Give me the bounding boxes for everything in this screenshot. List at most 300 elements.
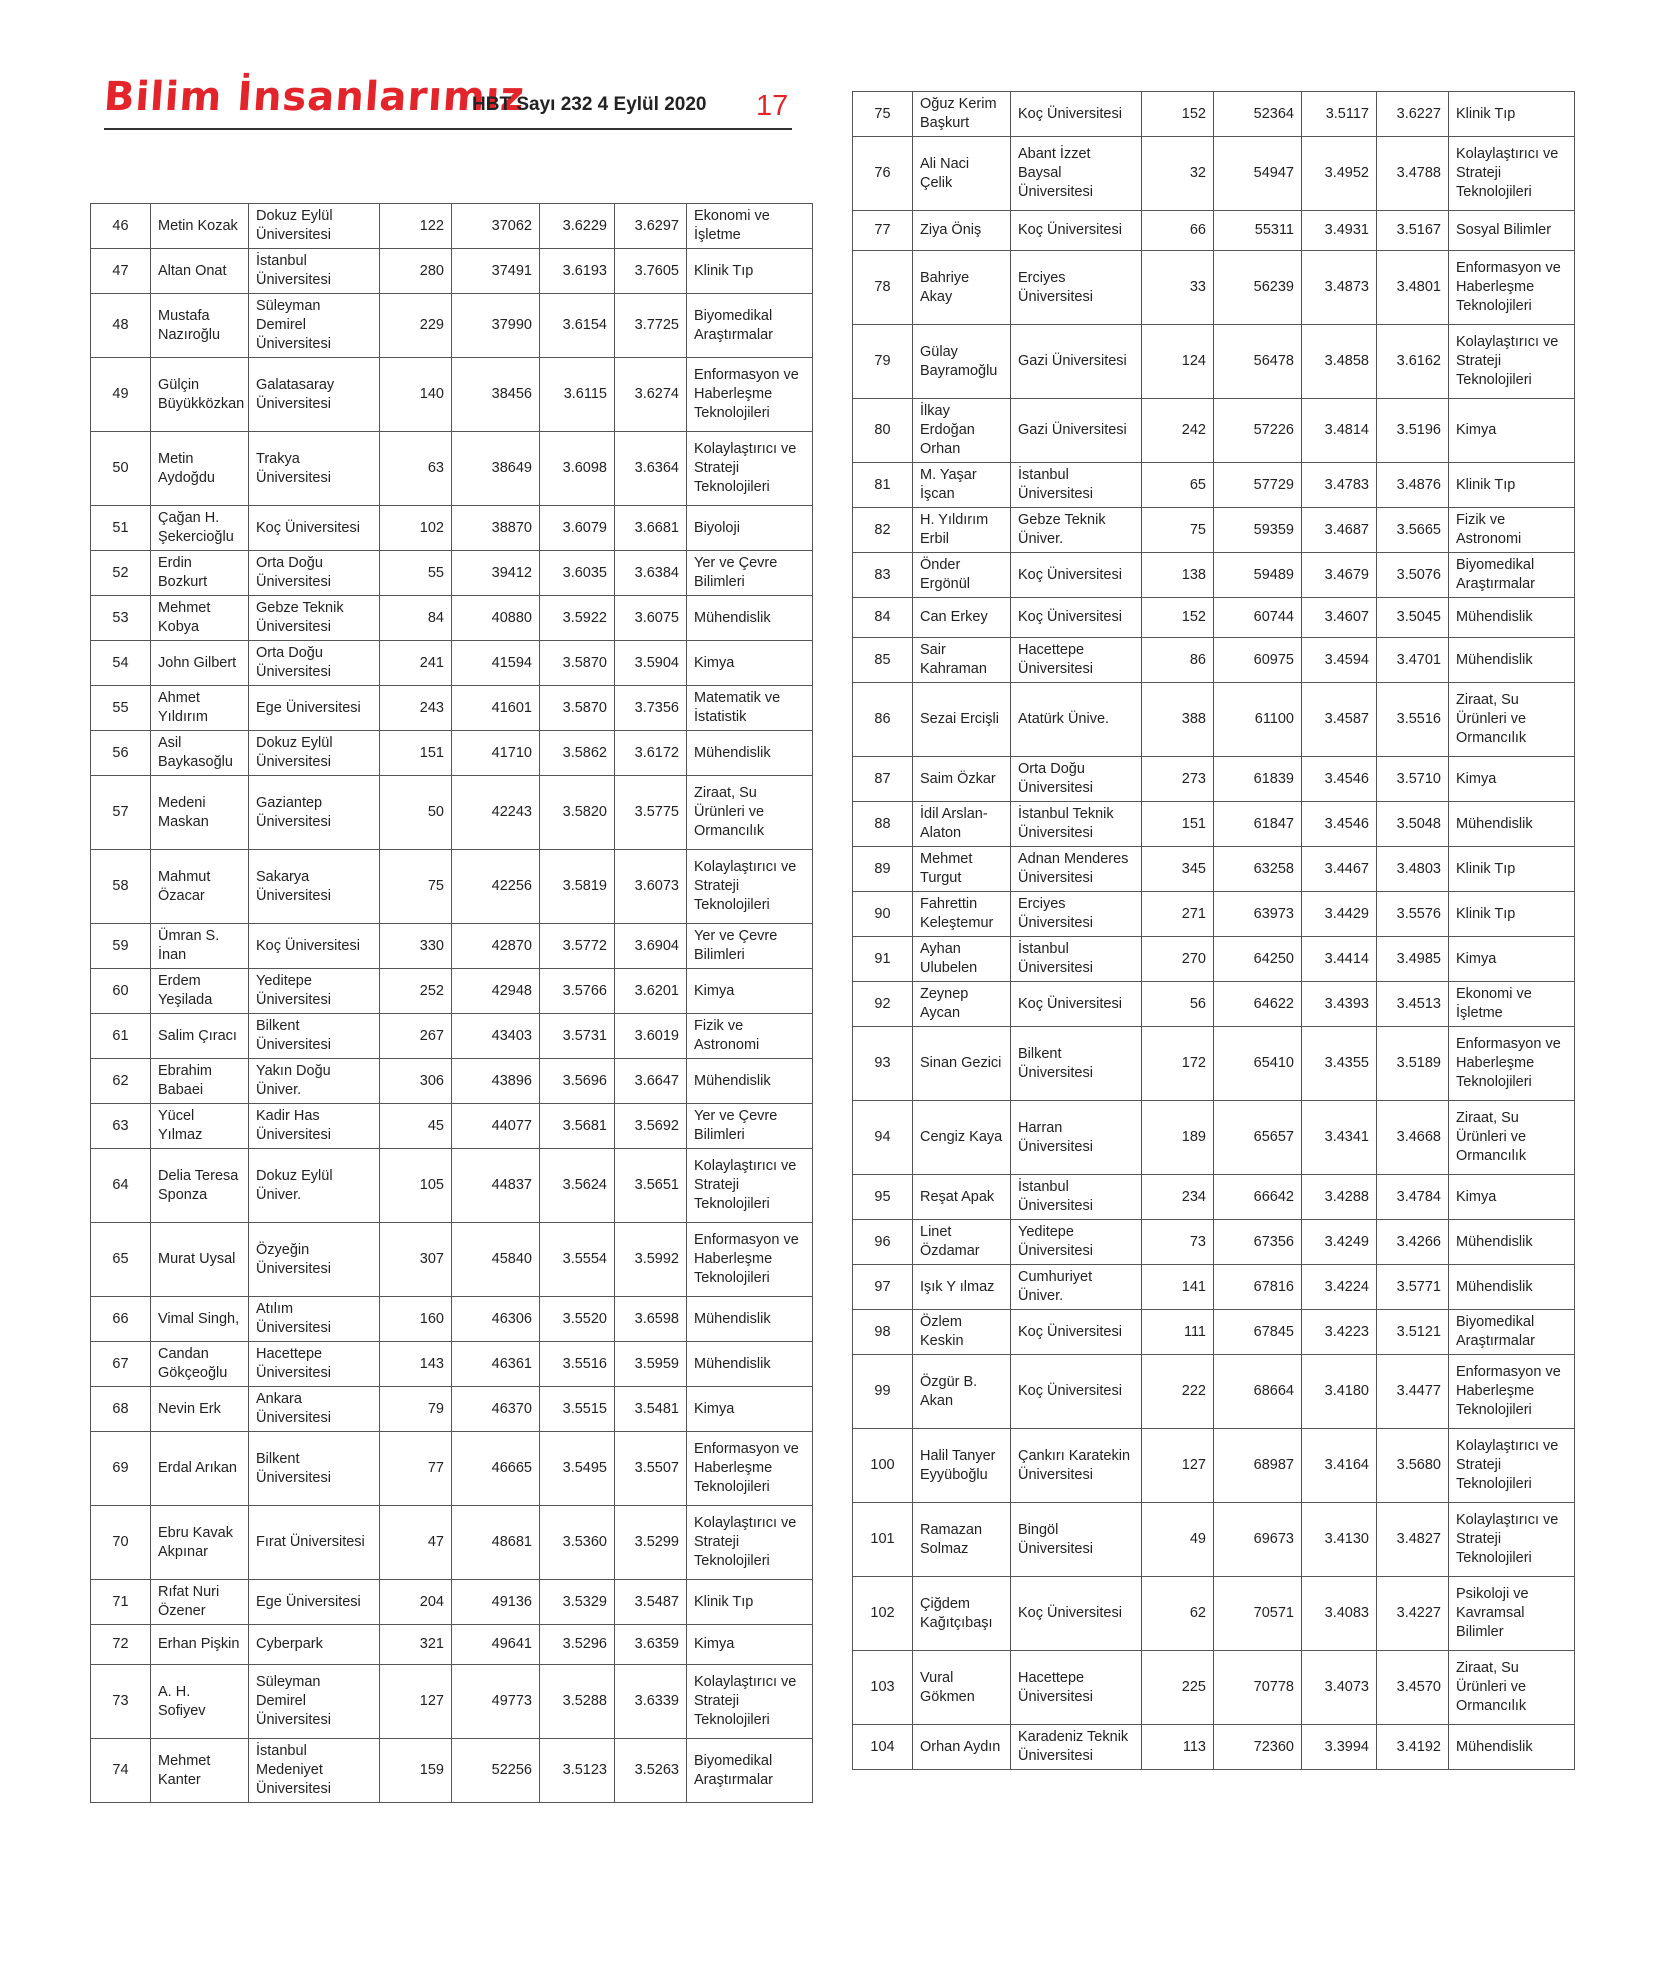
table-row (91, 1059, 813, 1104)
table-row (853, 757, 1575, 802)
table-row (853, 553, 1575, 598)
world-rank-cell: 38456 (452, 358, 540, 432)
university-cell: Bilkent Üniversitesi (249, 1014, 380, 1059)
h-index-cell: 307 (380, 1223, 452, 1297)
score-1-cell: 3.3994 (1302, 1725, 1377, 1770)
world-rank-cell: 67816 (1214, 1265, 1302, 1310)
score-1-cell: 3.5870 (540, 641, 615, 686)
score-1-cell: 3.5624 (540, 1149, 615, 1223)
table-row (853, 1265, 1575, 1310)
scientist-name-cell: Medeni Maskan (151, 776, 249, 850)
world-rank-cell: 46361 (452, 1342, 540, 1387)
university-cell: Erciyes Üniversitesi (1011, 251, 1142, 325)
h-index-cell: 50 (380, 776, 452, 850)
scientist-name-cell: Ebru Kavak Akpınar (151, 1506, 249, 1580)
field-cell: Ziraat, Su Ürünleri ve Ormancılık (1449, 1101, 1575, 1175)
scientist-name-cell: Mehmet Turgut (913, 847, 1011, 892)
university-cell: Orta Doğu Üniversitesi (249, 641, 380, 686)
field-cell: Yer ve Çevre Bilimleri (687, 924, 813, 969)
score-1-cell: 3.4249 (1302, 1220, 1377, 1265)
rank-number-cell: 50 (91, 432, 151, 506)
score-2-cell: 3.4477 (1377, 1355, 1449, 1429)
table-row (91, 1223, 813, 1297)
h-index-cell: 102 (380, 506, 452, 551)
field-cell: Fizik ve Astronomi (1449, 508, 1575, 553)
h-index-cell: 49 (1142, 1503, 1214, 1577)
world-rank-cell: 70778 (1214, 1651, 1302, 1725)
field-cell: Mühendislik (687, 1342, 813, 1387)
scientist-name-cell: Erdem Yeşilada (151, 969, 249, 1014)
table-row (853, 1027, 1575, 1101)
score-2-cell: 3.4827 (1377, 1503, 1449, 1577)
world-rank-cell: 60975 (1214, 638, 1302, 683)
university-cell: Süleyman Demirel Üniversitesi (249, 1665, 380, 1739)
table-row (91, 850, 813, 924)
table-row (853, 211, 1575, 251)
rank-number-cell: 103 (853, 1651, 913, 1725)
score-1-cell: 3.4083 (1302, 1577, 1377, 1651)
scientist-name-cell: İlkay Erdoğan Orhan (913, 399, 1011, 463)
world-rank-cell: 38649 (452, 432, 540, 506)
university-cell: Koç Üniversitesi (249, 924, 380, 969)
university-cell: Dokuz Eylül Üniversitesi (249, 731, 380, 776)
rank-number-cell: 98 (853, 1310, 913, 1355)
rank-number-cell: 49 (91, 358, 151, 432)
table-row (91, 1506, 813, 1580)
rank-number-cell: 67 (91, 1342, 151, 1387)
field-cell: Kimya (1449, 399, 1575, 463)
scientist-name-cell: Erhan Pişkin (151, 1625, 249, 1665)
h-index-cell: 172 (1142, 1027, 1214, 1101)
rank-number-cell: 86 (853, 683, 913, 757)
table-row (91, 924, 813, 969)
rank-number-cell: 60 (91, 969, 151, 1014)
field-cell: Klinik Tıp (1449, 892, 1575, 937)
rank-number-cell: 93 (853, 1027, 913, 1101)
world-rank-cell: 57226 (1214, 399, 1302, 463)
university-cell: Ege Üniversitesi (249, 686, 380, 731)
rank-number-cell: 85 (853, 638, 913, 683)
world-rank-cell: 72360 (1214, 1725, 1302, 1770)
scientist-name-cell: Salim Çıracı (151, 1014, 249, 1059)
field-cell: Biyomedikal Araştırmalar (1449, 553, 1575, 598)
field-cell: Klinik Tıp (1449, 92, 1575, 137)
rank-number-cell: 51 (91, 506, 151, 551)
table-row (853, 1355, 1575, 1429)
score-2-cell: 3.4227 (1377, 1577, 1449, 1651)
world-rank-cell: 61839 (1214, 757, 1302, 802)
h-index-cell: 113 (1142, 1725, 1214, 1770)
table-row (853, 92, 1575, 137)
world-rank-cell: 42948 (452, 969, 540, 1014)
rank-number-cell: 89 (853, 847, 913, 892)
university-cell: Hacettepe Üniversitesi (1011, 638, 1142, 683)
field-cell: Kolaylaştırıcı ve Strateji Teknolojileri (1449, 137, 1575, 211)
table-row (91, 969, 813, 1014)
university-cell: Sakarya Üniversitesi (249, 850, 380, 924)
scientist-name-cell: A. H. Sofiyev (151, 1665, 249, 1739)
field-cell: Ziraat, Su Ürünleri ve Ormancılık (687, 776, 813, 850)
score-1-cell: 3.5772 (540, 924, 615, 969)
rank-number-cell: 70 (91, 1506, 151, 1580)
world-rank-cell: 37990 (452, 294, 540, 358)
field-cell: Kolaylaştırıcı ve Strateji Teknolojileri (1449, 1429, 1575, 1503)
scientist-name-cell: Ahmet Yıldırım (151, 686, 249, 731)
world-rank-cell: 44837 (452, 1149, 540, 1223)
rank-number-cell: 65 (91, 1223, 151, 1297)
h-index-cell: 79 (380, 1387, 452, 1432)
h-index-cell: 345 (1142, 847, 1214, 892)
rank-number-cell: 102 (853, 1577, 913, 1651)
table-row (853, 463, 1575, 508)
score-1-cell: 3.6154 (540, 294, 615, 358)
rank-number-cell: 75 (853, 92, 913, 137)
field-cell: Kolaylaştırıcı ve Strateji Teknolojileri (687, 1506, 813, 1580)
scientist-name-cell: Çiğdem Kağıtçıbaşı (913, 1577, 1011, 1651)
field-cell: Ziraat, Su Ürünleri ve Ormancılık (1449, 683, 1575, 757)
scientist-name-cell: İdil Arslan-Alaton (913, 802, 1011, 847)
h-index-cell: 242 (1142, 399, 1214, 463)
rank-number-cell: 78 (853, 251, 913, 325)
table-row (91, 731, 813, 776)
world-rank-cell: 46306 (452, 1297, 540, 1342)
score-1-cell: 3.5766 (540, 969, 615, 1014)
university-cell: Erciyes Üniversitesi (1011, 892, 1142, 937)
h-index-cell: 140 (380, 358, 452, 432)
university-cell: Yeditepe Üniversitesi (1011, 1220, 1142, 1265)
field-cell: Enformasyon ve Haberleşme Teknolojileri (687, 1432, 813, 1506)
world-rank-cell: 49773 (452, 1665, 540, 1739)
h-index-cell: 63 (380, 432, 452, 506)
score-2-cell: 3.6172 (615, 731, 687, 776)
rank-number-cell: 63 (91, 1104, 151, 1149)
score-1-cell: 3.4873 (1302, 251, 1377, 325)
scientist-name-cell: John Gilbert (151, 641, 249, 686)
score-2-cell: 3.5771 (1377, 1265, 1449, 1310)
h-index-cell: 124 (1142, 325, 1214, 399)
field-cell: Matematik ve İstatistik (687, 686, 813, 731)
score-2-cell: 3.5665 (1377, 508, 1449, 553)
score-1-cell: 3.4679 (1302, 553, 1377, 598)
score-2-cell: 3.4266 (1377, 1220, 1449, 1265)
scientist-name-cell: Ümran S. İnan (151, 924, 249, 969)
world-rank-cell: 52364 (1214, 92, 1302, 137)
scientist-name-cell: Mehmet Kanter (151, 1739, 249, 1803)
university-cell: Koç Üniversitesi (1011, 92, 1142, 137)
world-rank-cell: 68664 (1214, 1355, 1302, 1429)
score-2-cell: 3.6647 (615, 1059, 687, 1104)
scientist-name-cell: Çağan H. Şekercioğlu (151, 506, 249, 551)
field-cell: Biyomedikal Araştırmalar (687, 294, 813, 358)
rank-number-cell: 57 (91, 776, 151, 850)
world-rank-cell: 46665 (452, 1432, 540, 1506)
score-2-cell: 3.6297 (615, 204, 687, 249)
rank-number-cell: 62 (91, 1059, 151, 1104)
score-1-cell: 3.5870 (540, 686, 615, 731)
h-index-cell: 225 (1142, 1651, 1214, 1725)
score-2-cell: 3.6681 (615, 506, 687, 551)
table-row (91, 506, 813, 551)
h-index-cell: 122 (380, 204, 452, 249)
field-cell: Sosyal Bilimler (1449, 211, 1575, 251)
scientist-name-cell: Ayhan Ulubelen (913, 937, 1011, 982)
score-1-cell: 3.4164 (1302, 1429, 1377, 1503)
scientist-name-cell: Metin Kozak (151, 204, 249, 249)
score-2-cell: 3.6598 (615, 1297, 687, 1342)
university-cell: Abant İzzet Baysal Üniversitesi (1011, 137, 1142, 211)
field-cell: Enformasyon ve Haberleşme Teknolojileri (687, 1223, 813, 1297)
h-index-cell: 151 (1142, 802, 1214, 847)
score-2-cell: 3.4701 (1377, 638, 1449, 683)
table-row (853, 325, 1575, 399)
table-row (91, 596, 813, 641)
university-cell: İstanbul Üniversitesi (1011, 1175, 1142, 1220)
rank-number-cell: 90 (853, 892, 913, 937)
table-row (91, 1014, 813, 1059)
rank-number-cell: 69 (91, 1432, 151, 1506)
university-cell: Atatürk Ünive. (1011, 683, 1142, 757)
rank-number-cell: 52 (91, 551, 151, 596)
scientist-name-cell: Önder Ergönül (913, 553, 1011, 598)
table-row (91, 1580, 813, 1625)
university-cell: Koç Üniversitesi (1011, 982, 1142, 1027)
scientist-name-cell: Yücel Yılmaz (151, 1104, 249, 1149)
score-1-cell: 3.5288 (540, 1665, 615, 1739)
table-row (91, 1342, 813, 1387)
university-cell: İstanbul Medeniyet Üniversitesi (249, 1739, 380, 1803)
scientist-name-cell: Sinan Gezici (913, 1027, 1011, 1101)
field-cell: Kimya (687, 641, 813, 686)
world-rank-cell: 68987 (1214, 1429, 1302, 1503)
h-index-cell: 388 (1142, 683, 1214, 757)
university-cell: Bilkent Üniversitesi (1011, 1027, 1142, 1101)
score-2-cell: 3.5299 (615, 1506, 687, 1580)
table-row (91, 358, 813, 432)
world-rank-cell: 41594 (452, 641, 540, 686)
h-index-cell: 189 (1142, 1101, 1214, 1175)
score-1-cell: 3.4224 (1302, 1265, 1377, 1310)
world-rank-cell: 41710 (452, 731, 540, 776)
scientist-name-cell: Murat Uysal (151, 1223, 249, 1297)
world-rank-cell: 61100 (1214, 683, 1302, 757)
score-1-cell: 3.5862 (540, 731, 615, 776)
scientist-name-cell: Ali Naci Çelik (913, 137, 1011, 211)
rank-number-cell: 83 (853, 553, 913, 598)
h-index-cell: 32 (1142, 137, 1214, 211)
table-row (853, 508, 1575, 553)
scientist-name-cell: Can Erkey (913, 598, 1011, 638)
table-row (853, 251, 1575, 325)
world-rank-cell: 65657 (1214, 1101, 1302, 1175)
h-index-cell: 105 (380, 1149, 452, 1223)
score-2-cell: 3.4801 (1377, 251, 1449, 325)
h-index-cell: 160 (380, 1297, 452, 1342)
rank-number-cell: 64 (91, 1149, 151, 1223)
university-cell: Karadeniz Teknik Üniversitesi (1011, 1725, 1142, 1770)
score-2-cell: 3.4513 (1377, 982, 1449, 1027)
score-1-cell: 3.5820 (540, 776, 615, 850)
score-2-cell: 3.7725 (615, 294, 687, 358)
world-rank-cell: 43896 (452, 1059, 540, 1104)
scientist-name-cell: Candan Gökçeoğlu (151, 1342, 249, 1387)
score-2-cell: 3.5487 (615, 1580, 687, 1625)
university-cell: Çankırı Karatekin Üniversitesi (1011, 1429, 1142, 1503)
masthead (104, 72, 792, 130)
university-cell: Koç Üniversitesi (1011, 1355, 1142, 1429)
world-rank-cell: 54947 (1214, 137, 1302, 211)
world-rank-cell: 49136 (452, 1580, 540, 1625)
h-index-cell: 127 (380, 1665, 452, 1739)
h-index-cell: 65 (1142, 463, 1214, 508)
score-1-cell: 3.6115 (540, 358, 615, 432)
score-2-cell: 3.6075 (615, 596, 687, 641)
score-1-cell: 3.5554 (540, 1223, 615, 1297)
world-rank-cell: 52256 (452, 1739, 540, 1803)
h-index-cell: 86 (1142, 638, 1214, 683)
score-1-cell: 3.6098 (540, 432, 615, 506)
world-rank-cell: 55311 (1214, 211, 1302, 251)
scientist-name-cell: Linet Özdamar (913, 1220, 1011, 1265)
world-rank-cell: 70571 (1214, 1577, 1302, 1651)
world-rank-cell: 64250 (1214, 937, 1302, 982)
rank-number-cell: 55 (91, 686, 151, 731)
score-2-cell: 3.4788 (1377, 137, 1449, 211)
score-2-cell: 3.5710 (1377, 757, 1449, 802)
table-row (91, 1625, 813, 1665)
world-rank-cell: 56478 (1214, 325, 1302, 399)
university-cell: İstanbul Üniversitesi (1011, 937, 1142, 982)
scientist-name-cell: Cengiz Kaya (913, 1101, 1011, 1175)
table-row (853, 1220, 1575, 1265)
rank-number-cell: 94 (853, 1101, 913, 1175)
h-index-cell: 127 (1142, 1429, 1214, 1503)
field-cell: Kolaylaştırıcı ve Strateji Teknolojileri (687, 432, 813, 506)
score-1-cell: 3.4180 (1302, 1355, 1377, 1429)
score-1-cell: 3.5495 (540, 1432, 615, 1506)
scientist-name-cell: Erdal Arıkan (151, 1432, 249, 1506)
field-cell: Mühendislik (687, 596, 813, 641)
scientist-table-left (90, 203, 813, 1803)
scientist-name-cell: Altan Onat (151, 249, 249, 294)
score-2-cell: 3.7605 (615, 249, 687, 294)
score-1-cell: 3.6079 (540, 506, 615, 551)
scientist-name-cell: Erdin Bozkurt (151, 551, 249, 596)
university-cell: Yakın Doğu Üniver. (249, 1059, 380, 1104)
field-cell: Enformasyon ve Haberleşme Teknolojileri (687, 358, 813, 432)
score-2-cell: 3.4192 (1377, 1725, 1449, 1770)
score-1-cell: 3.5516 (540, 1342, 615, 1387)
field-cell: Klinik Tıp (1449, 847, 1575, 892)
field-cell: Enformasyon ve Haberleşme Teknolojileri (1449, 1355, 1575, 1429)
h-index-cell: 111 (1142, 1310, 1214, 1355)
field-cell: Mühendislik (687, 1297, 813, 1342)
field-cell: Fizik ve Astronomi (687, 1014, 813, 1059)
table-row (91, 776, 813, 850)
scientist-name-cell: Metin Aydoğdu (151, 432, 249, 506)
scientist-name-cell: Mustafa Nazıroğlu (151, 294, 249, 358)
h-index-cell: 62 (1142, 1577, 1214, 1651)
scientist-name-cell: Halil Tanyer Eyyüboğlu (913, 1429, 1011, 1503)
scientist-name-cell: Gülçin Büyükközkan (151, 358, 249, 432)
h-index-cell: 280 (380, 249, 452, 294)
world-rank-cell: 64622 (1214, 982, 1302, 1027)
world-rank-cell: 48681 (452, 1506, 540, 1580)
h-index-cell: 143 (380, 1342, 452, 1387)
table-row (853, 1101, 1575, 1175)
rank-number-cell: 91 (853, 937, 913, 982)
rank-number-cell: 56 (91, 731, 151, 776)
score-2-cell: 3.6339 (615, 1665, 687, 1739)
world-rank-cell: 61847 (1214, 802, 1302, 847)
score-2-cell: 3.5692 (615, 1104, 687, 1149)
field-cell: Psikoloji ve Kavramsal Bilimler (1449, 1577, 1575, 1651)
score-1-cell: 3.4931 (1302, 211, 1377, 251)
scientist-name-cell: Rıfat Nuri Özener (151, 1580, 249, 1625)
field-cell: Mühendislik (1449, 598, 1575, 638)
university-cell: Süleyman Demirel Üniversitesi (249, 294, 380, 358)
h-index-cell: 75 (1142, 508, 1214, 553)
score-2-cell: 3.5481 (615, 1387, 687, 1432)
rank-number-cell: 92 (853, 982, 913, 1027)
score-1-cell: 3.5360 (540, 1506, 615, 1580)
score-1-cell: 3.4687 (1302, 508, 1377, 553)
table-row (91, 1297, 813, 1342)
university-cell: İstanbul Teknik Üniversitesi (1011, 802, 1142, 847)
world-rank-cell: 42243 (452, 776, 540, 850)
field-cell: Biyomedikal Araştırmalar (687, 1739, 813, 1803)
score-1-cell: 3.6229 (540, 204, 615, 249)
magazine-brand: Bilim İnsanlarımız (102, 74, 527, 120)
score-1-cell: 3.4783 (1302, 463, 1377, 508)
h-index-cell: 152 (1142, 598, 1214, 638)
university-cell: Trakya Üniversitesi (249, 432, 380, 506)
score-2-cell: 3.5167 (1377, 211, 1449, 251)
score-1-cell: 3.5117 (1302, 92, 1377, 137)
score-2-cell: 3.7356 (615, 686, 687, 731)
scientist-name-cell: Vimal Singh, (151, 1297, 249, 1342)
table-row (91, 249, 813, 294)
rank-number-cell: 53 (91, 596, 151, 641)
rank-number-cell: 76 (853, 137, 913, 211)
university-cell: Dokuz Eylül Üniversitesi (249, 204, 380, 249)
score-2-cell: 3.4803 (1377, 847, 1449, 892)
table-row (91, 204, 813, 249)
score-2-cell: 3.5048 (1377, 802, 1449, 847)
score-2-cell: 3.5576 (1377, 892, 1449, 937)
university-cell: Galatasaray Üniversitesi (249, 358, 380, 432)
field-cell: Kimya (687, 969, 813, 1014)
rank-number-cell: 95 (853, 1175, 913, 1220)
university-cell: Gebze Teknik Üniver. (1011, 508, 1142, 553)
university-cell: İstanbul Üniversitesi (249, 249, 380, 294)
rank-number-cell: 77 (853, 211, 913, 251)
table-row (853, 598, 1575, 638)
field-cell: Kolaylaştırıcı ve Strateji Teknolojileri (687, 1665, 813, 1739)
score-2-cell: 3.6904 (615, 924, 687, 969)
world-rank-cell: 59489 (1214, 553, 1302, 598)
table-row (853, 1503, 1575, 1577)
rank-number-cell: 46 (91, 204, 151, 249)
score-2-cell: 3.5045 (1377, 598, 1449, 638)
field-cell: Ziraat, Su Ürünleri ve Ormancılık (1449, 1651, 1575, 1725)
score-2-cell: 3.5680 (1377, 1429, 1449, 1503)
scientist-name-cell: Vural Gökmen (913, 1651, 1011, 1725)
table-row (91, 294, 813, 358)
world-rank-cell: 67845 (1214, 1310, 1302, 1355)
world-rank-cell: 60744 (1214, 598, 1302, 638)
scientist-table-right (852, 91, 1575, 1770)
world-rank-cell: 49641 (452, 1625, 540, 1665)
